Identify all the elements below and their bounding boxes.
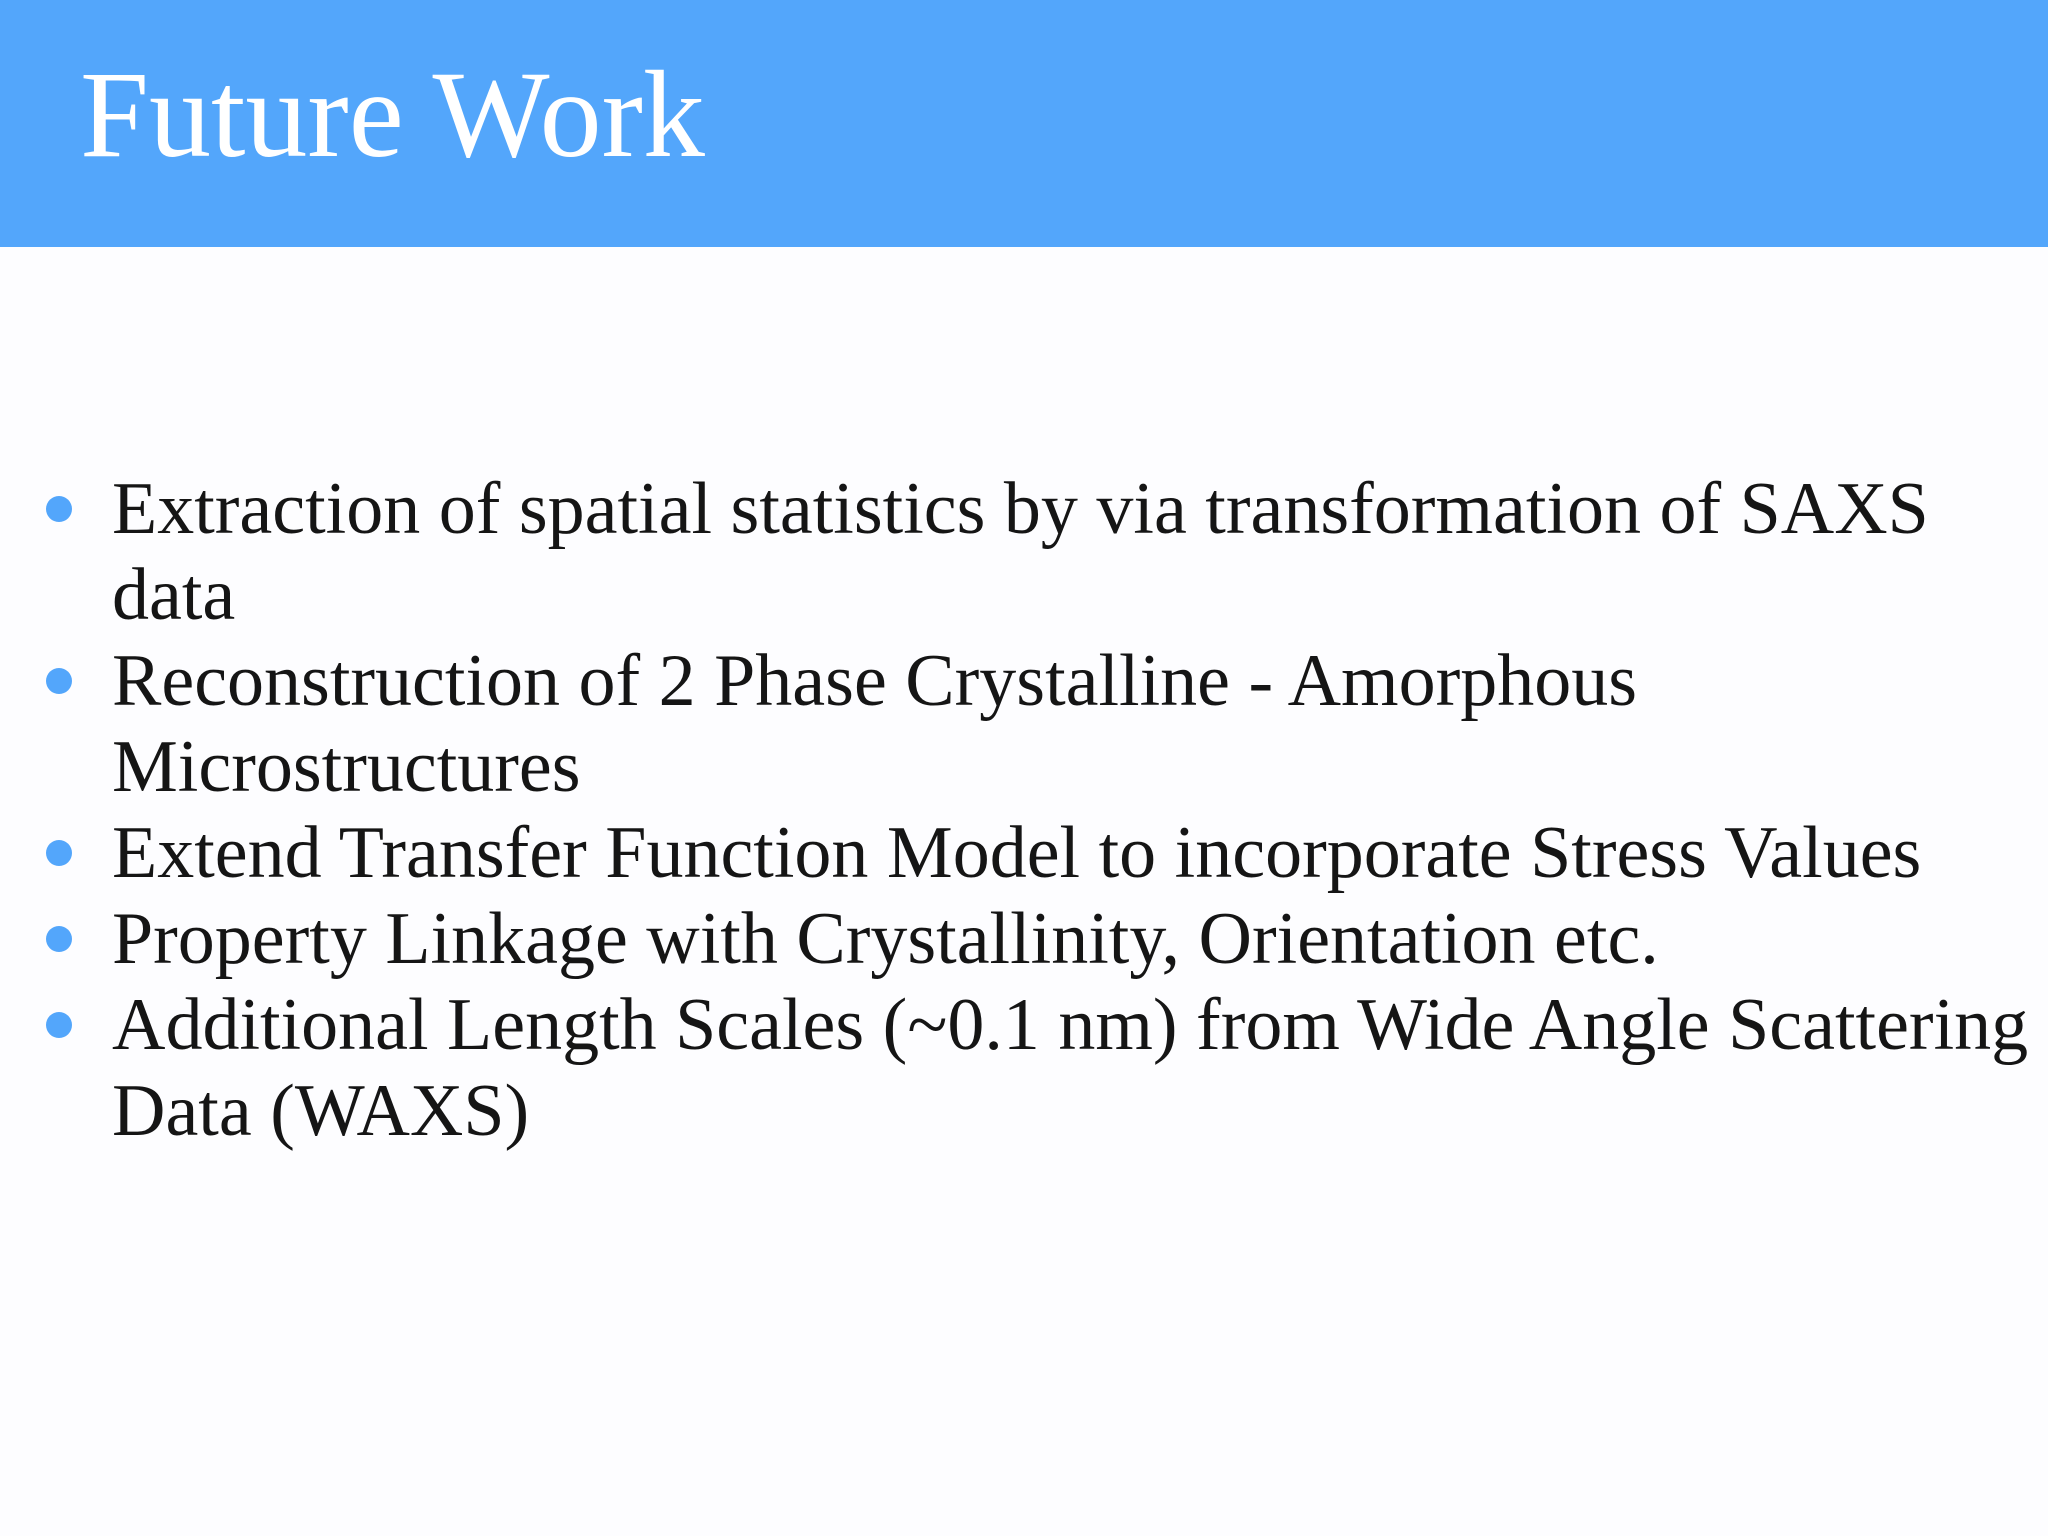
bullet-text-line: Property Linkage with Crystallinity, Orientation etc. (112, 898, 1659, 980)
bullet-item-reconstruction (0, 638, 2012, 810)
bullet-dot-icon (46, 496, 72, 522)
bullet-item-length-scales (0, 982, 2029, 1154)
title-bar (0, 0, 2048, 247)
slide-title: Future Work (80, 46, 705, 183)
bullet-dot-icon (46, 840, 72, 866)
bullet-text-line: Extend Transfer Function Model to incorporate Stress Values (112, 812, 1922, 894)
bullet-text-line: Data (WAXS) (112, 1070, 530, 1152)
bullet-text-line: Extraction of spatial statistics by via transformation of SAXS (112, 468, 1929, 550)
bullet-list (0, 466, 2048, 1154)
bullet-text-line: Reconstruction of 2 Phase Crystalline - Amorphous (112, 640, 1638, 722)
bullet-dot-icon (46, 1012, 72, 1038)
bullet-item-extraction (0, 466, 2012, 638)
bullet-item-property-linkage (0, 896, 2012, 982)
bullet-item-transfer-function (0, 810, 2012, 896)
bullet-text-line: Microstructures (112, 726, 581, 808)
bullet-dot-icon (46, 668, 72, 694)
bullet-text-line: data (112, 554, 236, 636)
bullet-text-line: Additional Length Scales (~0.1 nm) from Wide Angle Scattering (112, 984, 2029, 1066)
bullet-dot-icon (46, 926, 72, 952)
